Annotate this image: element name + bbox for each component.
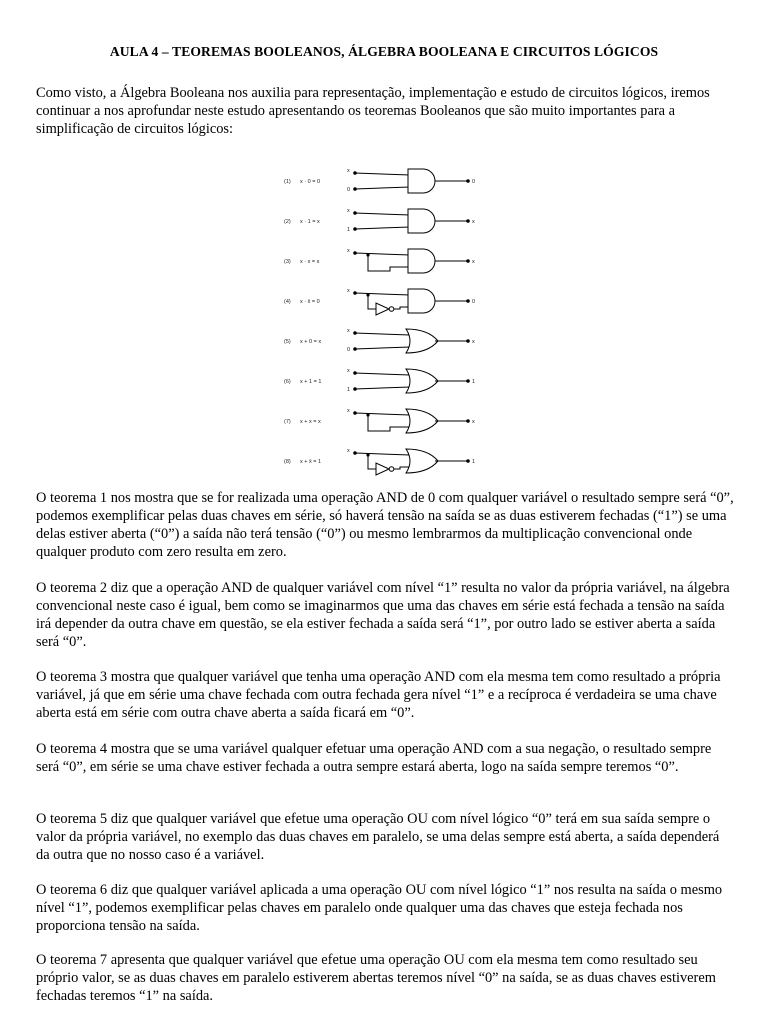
or-gate: [406, 409, 438, 433]
theorem-expression: x + x = x: [300, 419, 321, 425]
output-terminal: [466, 379, 470, 383]
branch-wire: [368, 455, 376, 469]
input-wire: [355, 293, 410, 295]
theorem-expression: x · x = x: [300, 259, 320, 265]
boolean-theorems-figure: [268, 160, 500, 480]
paragraph-theorem-2: O teorema 2 diz que a operação AND de qualquer variável com nível “1” resulta no valor da própria variável, na álgebra convencional neste caso é igual, bem como se imaginarmos que uma das chaves em série está fechada a tensão na saída irá depender da outra chave em questão, se ela estiver fechada a saída será “1”, por outro lado se estiver aberta a saída será “0”.: [36, 580, 730, 650]
theorem-expression: x · x̄ = 0: [300, 299, 320, 305]
output-label: x: [472, 339, 475, 345]
output-terminal: [466, 179, 470, 183]
theorem-number: (2): [284, 219, 291, 225]
theorem-number: (1): [284, 179, 291, 185]
not-gate: [376, 303, 389, 315]
input-label-constant: 0: [347, 187, 351, 193]
input-label-x: x: [347, 328, 350, 334]
or-gate: [406, 449, 438, 473]
output-terminal: [466, 459, 470, 463]
output-label: x: [472, 419, 475, 425]
input-wire: [355, 413, 410, 415]
input-wire: [355, 333, 410, 335]
theorem-number: (3): [284, 259, 291, 265]
paragraph-theorem-4: O teorema 4 mostra que se uma variável qualquer efetuar uma operação AND com a sua negação, o resultado sempre será “0”, em série se uma chave estiver fechada a outra sempre estará aberta, logo na saída sempre teremos “0”.: [36, 741, 712, 775]
input-label-x: x: [347, 168, 350, 174]
input-label-constant: 0: [347, 347, 351, 353]
output-label: 0: [472, 179, 476, 185]
input-label-x: x: [347, 248, 350, 254]
intro-paragraph: Como visto, a Álgebra Booleana nos auxilia para representação, implementação e estudo de circuitos lógicos, iremos continuar a nos aprofundar neste estudo apresentando os teoremas Booleanos que são muito importantes para a simplificação de circuitos lógicos:: [36, 85, 710, 137]
not-gate: [376, 463, 389, 475]
not-bubble: [389, 467, 394, 472]
branch-wire: [368, 255, 410, 271]
output-label: 0: [472, 299, 476, 305]
theorem-expression: x + 1 = 1: [300, 379, 322, 385]
output-label: 1: [472, 459, 476, 465]
and-gate: [408, 209, 435, 233]
or-gate: [406, 369, 438, 393]
paragraph-theorem-7: O teorema 7 apresenta que qualquer variável que efetue uma operação OU com ela mesma tem como resultado seu próprio valor, se as duas chaves em paralelo estiverem abertas teremos nível “0” na saída, se as duas chaves estiverem fechadas teremos “1” na saída.: [36, 952, 716, 1004]
input-label-x: x: [347, 368, 350, 374]
input-label-x: x: [347, 208, 350, 214]
branch-wire: [394, 467, 410, 469]
theorem-number: (8): [284, 459, 291, 465]
output-terminal: [466, 339, 470, 343]
and-gate: [408, 169, 435, 193]
output-label: x: [472, 219, 475, 225]
output-label: x: [472, 259, 475, 265]
input-wire: [355, 347, 410, 349]
paragraph-theorem-6: O teorema 6 diz que qualquer variável aplicada a uma operação OU com nível lógico “1” nos resulta na saída o mesmo nível “1”, podemos exemplificar pelas chaves em paralelo onde qualquer uma das chaves que esteja fechada nos proporciona tensão na saída.: [36, 882, 723, 934]
or-gate: [406, 329, 438, 353]
output-terminal: [466, 299, 470, 303]
theorem-expression: x · 0 = 0: [300, 179, 321, 185]
and-gate: [408, 289, 435, 313]
input-label-constant: 1: [347, 227, 351, 233]
output-label: 1: [472, 379, 476, 385]
and-gate: [408, 249, 435, 273]
paragraph-theorem-1: O teorema 1 nos mostra que se for realizada uma operação AND de 0 com qualquer variável o resultado sempre será “0”, podemos exemplificar pelas duas chaves em série, só haverá tensão na saída se as duas estiverem fechadas (“1”) se uma delas estiver aberta (“0”) a saída não terá tensão (“0”) ou mesmo lembrarmos da multiplicação convencional onde qualquer produto com zero resulta em zero.: [36, 490, 734, 560]
input-wire: [355, 373, 410, 375]
page-title: AULA 4 – TEOREMAS BOOLEANOS, ÁLGEBRA BOOLEANA E CIRCUITOS LÓGICOS: [109, 44, 659, 59]
output-terminal: [466, 419, 470, 423]
input-wire: [355, 213, 410, 215]
branch-wire: [368, 295, 376, 309]
input-wire: [355, 453, 410, 455]
theorem-expression: x + x̄ = 1: [300, 459, 322, 465]
input-label-x: x: [347, 408, 350, 414]
input-wire: [355, 253, 410, 255]
theorem-number: (7): [284, 419, 291, 425]
input-wire: [355, 227, 410, 229]
input-label-x: x: [347, 448, 350, 454]
output-terminal: [466, 259, 470, 263]
input-wire: [355, 187, 410, 189]
branch-wire: [368, 415, 410, 431]
input-label-x: x: [347, 288, 350, 294]
theorem-expression: x · 1 = x: [300, 219, 320, 225]
theorem-number: (5): [284, 339, 291, 345]
paragraph-theorem-5: O teorema 5 diz que qualquer variável que efetue uma operação OU com nível lógico “0” terá em sua saída sempre o valor da própria variável, no exemplo das duas chaves em paralelo, se uma delas sempre está aberta, a saída dependerá da outra que no nosso caso é a variável.: [36, 811, 720, 863]
input-wire: [355, 387, 410, 389]
theorem-expression: x + 0 = x: [300, 339, 322, 345]
not-bubble: [389, 307, 394, 312]
theorem-number: (4): [284, 299, 291, 305]
paragraph-theorem-3: O teorema 3 mostra que qualquer variável que tenha uma operação AND com ela mesma tem como resultado a própria variável, já que em série uma chave fechada com outra fechada gera nível “1” e a recíproca é verdadeira se uma chave aberta está em série com outra chave aberta a saída ficará em “0”.: [36, 669, 721, 721]
input-label-constant: 1: [347, 387, 351, 393]
input-wire: [355, 173, 410, 175]
output-terminal: [466, 219, 470, 223]
theorem-number: (6): [284, 379, 291, 385]
